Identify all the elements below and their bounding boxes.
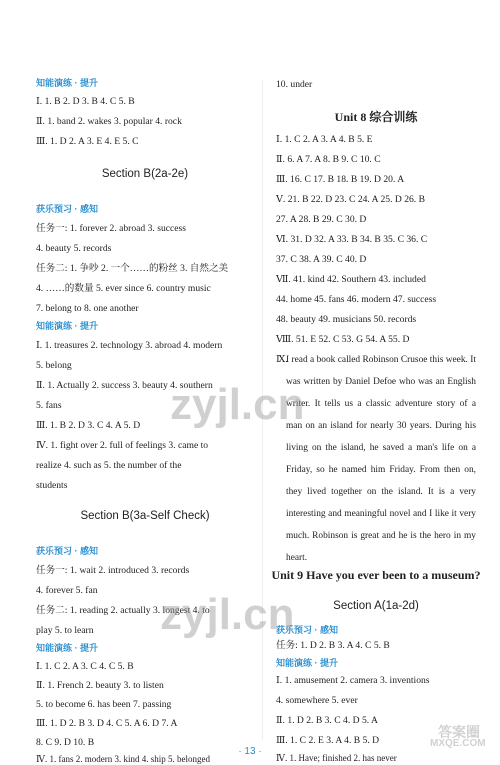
answer-line: Ⅱ. 1. French 2. beauty 3. to listen [36, 680, 164, 691]
section-heading: Section B(2a-2e) [101, 168, 189, 180]
answer-line: Ⅲ. 16. C 17. B 18. B 19. D 20. A [276, 174, 405, 185]
answer-line: Ⅳ. 1. fans 2. modern 3. kind 4. ship 5. belonged [36, 754, 210, 764]
answer-line: Ⅰ. 1. B 2. D 3. B 4. C 5. B [36, 96, 135, 107]
section-tag: 获乐预习 · 感知 [276, 625, 338, 635]
answer-line: 4. somewhere 5. ever [276, 695, 358, 706]
page-number: · 13 · [238, 746, 262, 757]
answer-line: Ⅲ. 1. C 2. E 3. A 4. B 5. D [276, 735, 380, 746]
answer-line: Ⅰ. 1. amusement 2. camera 3. inventions [276, 675, 430, 686]
answer-line: play 5. to learn [36, 625, 94, 636]
answer-line: 任务二: 1. reading 2. actually 3. longest 4. to [36, 605, 210, 616]
section-tag: 知能演练 · 提升 [276, 658, 338, 668]
answer-line: Ⅱ. 6. A 7. A 8. B 9. C 10. C [276, 154, 381, 165]
section-heading: Section B(3a-Self Check) [80, 510, 210, 522]
answer-line: 44. home 45. fans 46. modern 47. success [276, 294, 437, 305]
answer-line: 4. forever 5. fan [36, 585, 98, 596]
watermark: MXQE.COM [430, 738, 486, 749]
answer-line: 任务: 1. D 2. B 3. A 4. C 5. B [276, 640, 390, 651]
answer-line: 48. beauty 49. musicians 50. records [276, 314, 417, 325]
answer-line: 5. belong [36, 360, 72, 371]
section-tag: 获乐预习 · 感知 [36, 546, 98, 556]
answer-line: 37. C 38. A 39. C 40. D [276, 254, 367, 265]
answer-line: 8. C 9. D 10. B [36, 737, 95, 748]
answer-line: 5. fans [36, 400, 62, 411]
answer-line: Ⅴ. 21. B 22. D 23. C 24. A 25. D 26. B [276, 194, 425, 205]
answer-line: Ⅲ. 1. D 2. B 3. D 4. C 5. A 6. D 7. A [36, 718, 178, 729]
answer-line: Ⅰ. 1. C 2. A 3. A 4. B 5. E [276, 134, 373, 145]
watermark: zyjl.cn [170, 380, 305, 429]
answer-line: 4. beauty 5. records [36, 243, 112, 254]
answer-line: 任务一: 1. wait 2. introduced 3. records [36, 565, 190, 576]
essay-text: I read a book called Robinson Crusoe this week. It was written by Daniel Defoe who was an English writer. It tells us a classic adventure story of a man on an island for nearly 30 years. During his living on the island, he saved a man's life on a Friday, so he named him Friday. From then on, they lived together on the island. It is a very interesting and meaningful novel and I like it very much. Robinson is great and he is the hero in my heart. [286, 355, 476, 563]
answer-line: Ⅲ. 1. D 2. A 3. E 4. E 5. C [36, 136, 139, 147]
answer-line: Ⅵ. 31. D 32. A 33. B 34. B 35. C 36. C [276, 234, 428, 245]
watermark: zyjl.cn [160, 590, 295, 639]
answer-line: Ⅳ. 1. Have; finished 2. has never [276, 753, 397, 763]
answer-line: 27. A 28. B 29. C 30. D [276, 214, 367, 225]
section-tag: 知能演练 · 提升 [36, 321, 98, 331]
answer-line: 7. belong to 8. one another [36, 303, 139, 314]
answer-line: Ⅰ. 1. treasures 2. technology 3. abroad 4. modern [36, 340, 223, 351]
answer-line: 10. under [276, 79, 313, 90]
answer-line: Ⅲ. 1. B 2. D 3. C 4. A 5. D [36, 420, 141, 431]
unit-heading: Unit 8 综合训练 [334, 110, 418, 124]
answer-line: Ⅳ. 1. fight over 2. full of feelings 3. came to [36, 440, 209, 451]
answer-line: Ⅰ. 1. C 2. A 3. C 4. C 5. B [36, 661, 134, 672]
section-heading: Section A(1a-2d) [333, 600, 419, 612]
answer-line: 任务一: 1. forever 2. abroad 3. success [36, 223, 186, 234]
answer-line: realize 4. such as 5. the number of the [36, 460, 182, 471]
answer-line: Ⅷ. 51. E 52. C 53. G 54. A 55. D [276, 334, 410, 345]
section-tag: 知能演练 · 提升 [36, 643, 98, 653]
section-tag: 知能演练 · 提升 [36, 78, 98, 88]
answer-line: 5. to become 6. has been 7. passing [36, 699, 172, 710]
answer-line: Ⅱ. 1. Actually 2. success 3. beauty 4. southern [36, 380, 213, 391]
answer-line: Ⅱ. 1. band 2. wakes 3. popular 4. rock [36, 116, 182, 127]
answer-line: Ⅶ. 41. kind 42. Southern 43. included [276, 274, 426, 285]
answer-line: students [36, 480, 68, 491]
answer-line: 4. ……的数量 5. ever since 6. country music [36, 283, 211, 294]
watermark: 答案圈 [438, 724, 480, 740]
unit-heading: Unit 9 Have you ever been to a museum? [271, 568, 481, 582]
essay-label: Ⅸ. [276, 354, 288, 365]
answer-line: Ⅱ. 1. D 2. B 3. C 4. D 5. A [276, 715, 378, 726]
section-tag: 获乐预习 · 感知 [36, 204, 98, 214]
answer-line: 任务二: 1. 争吵 2. 一个……的粉丝 3. 自然之美 [36, 263, 229, 274]
